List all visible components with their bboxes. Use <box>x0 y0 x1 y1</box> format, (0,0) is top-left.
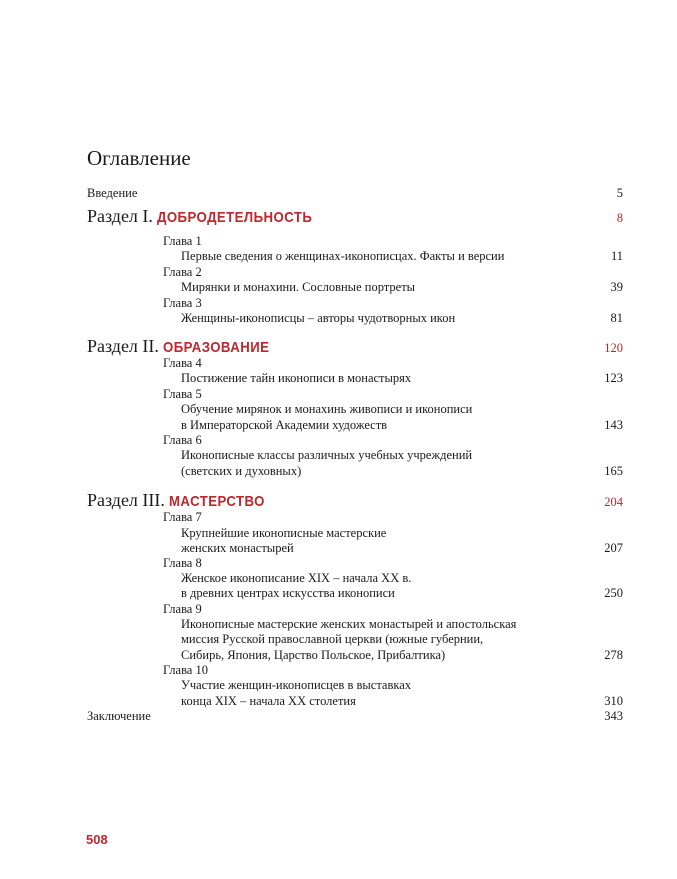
chapter-page: 278 <box>604 648 623 662</box>
section-prefix: Раздел II. <box>87 336 159 356</box>
section-2-page: 120 <box>604 341 623 355</box>
section-name: ОБРАЗОВАНИЕ <box>163 339 270 356</box>
chapter-title-line: миссия Русской православной церкви (южные губернии, <box>181 632 484 646</box>
chapter-page: 123 <box>604 371 623 385</box>
chapter-title-line: Мирянки и монахини. Сословные портреты <box>181 280 416 294</box>
section-prefix: Раздел III. <box>87 490 165 510</box>
chapter-page: 250 <box>604 586 623 600</box>
intro-label: Введение <box>87 186 138 200</box>
section-prefix: Раздел I. <box>87 206 153 226</box>
chapter-label: Глава 5 <box>163 387 202 401</box>
chapter-title-line: Иконописные классы различных учебных учреждений <box>181 448 473 462</box>
chapter-label: Глава 3 <box>163 296 202 310</box>
section-3-page: 204 <box>604 495 623 509</box>
page-number: 508 <box>86 832 108 847</box>
chapter-page: 143 <box>604 418 623 432</box>
chapter-page: 39 <box>610 280 623 294</box>
chapter-page: 81 <box>610 311 623 325</box>
chapter-label: Глава 9 <box>163 602 202 616</box>
chapter-title-line: женских монастырей <box>181 541 294 555</box>
section-name: ДОБРОДЕТЕЛЬНОСТЬ <box>157 209 313 226</box>
chapter-title-line: конца XIX – начала XX столетия <box>181 694 356 708</box>
chapter-label: Глава 7 <box>163 510 202 524</box>
chapter-page: 165 <box>604 464 623 478</box>
section-3-title <box>87 490 278 511</box>
section-1-title <box>87 206 334 227</box>
chapter-page: 11 <box>610 249 623 263</box>
chapter-label: Глава 10 <box>163 663 208 677</box>
section-name: МАСТЕРСТВО <box>169 493 266 510</box>
chapter-label: Глава 1 <box>163 234 202 248</box>
chapter-title-line: Крупнейшие иконописные мастерские <box>181 526 387 540</box>
chapter-title-line: Участие женщин-иконописцев в выставках <box>181 678 412 692</box>
conclusion-page: 343 <box>604 709 623 723</box>
section-2-title <box>87 336 284 357</box>
intro-page: 5 <box>616 186 623 200</box>
chapter-title-line: Сибирь, Япония, Царство Польское, Прибалтика) <box>181 648 446 662</box>
chapter-label: Глава 6 <box>163 433 202 447</box>
toc-heading: Оглавление <box>87 146 191 170</box>
chapter-title-line: (светских и духовных) <box>181 464 302 478</box>
chapter-title-line: в Императорской Академии художеств <box>181 418 388 432</box>
conclusion-label: Заключение <box>87 709 151 723</box>
chapter-label: Глава 8 <box>163 556 202 570</box>
chapter-title-line: Обучение мирянок и монахинь живописи и иконописи <box>181 402 473 416</box>
chapter-label: Глава 2 <box>163 265 202 279</box>
chapter-page: 207 <box>604 541 623 555</box>
chapter-title-line: Постижение тайн иконописи в монастырях <box>181 371 412 385</box>
chapter-title-line: Женское иконописание XIX – начала XX в. <box>181 571 412 585</box>
chapter-title-line: в древних центрах искусства иконописи <box>181 586 395 600</box>
chapter-title-line: Первые сведения о женщинах-иконописцах. Факты и версии <box>181 249 505 263</box>
chapter-title-line: Женщины-иконописцы – авторы чудотворных икон <box>181 311 456 325</box>
chapter-page: 310 <box>604 694 623 708</box>
section-1-page: 8 <box>616 211 623 225</box>
chapter-title-line: Иконописные мастерские женских монастырей и апостольская <box>181 617 517 631</box>
chapter-label: Глава 4 <box>163 356 202 370</box>
